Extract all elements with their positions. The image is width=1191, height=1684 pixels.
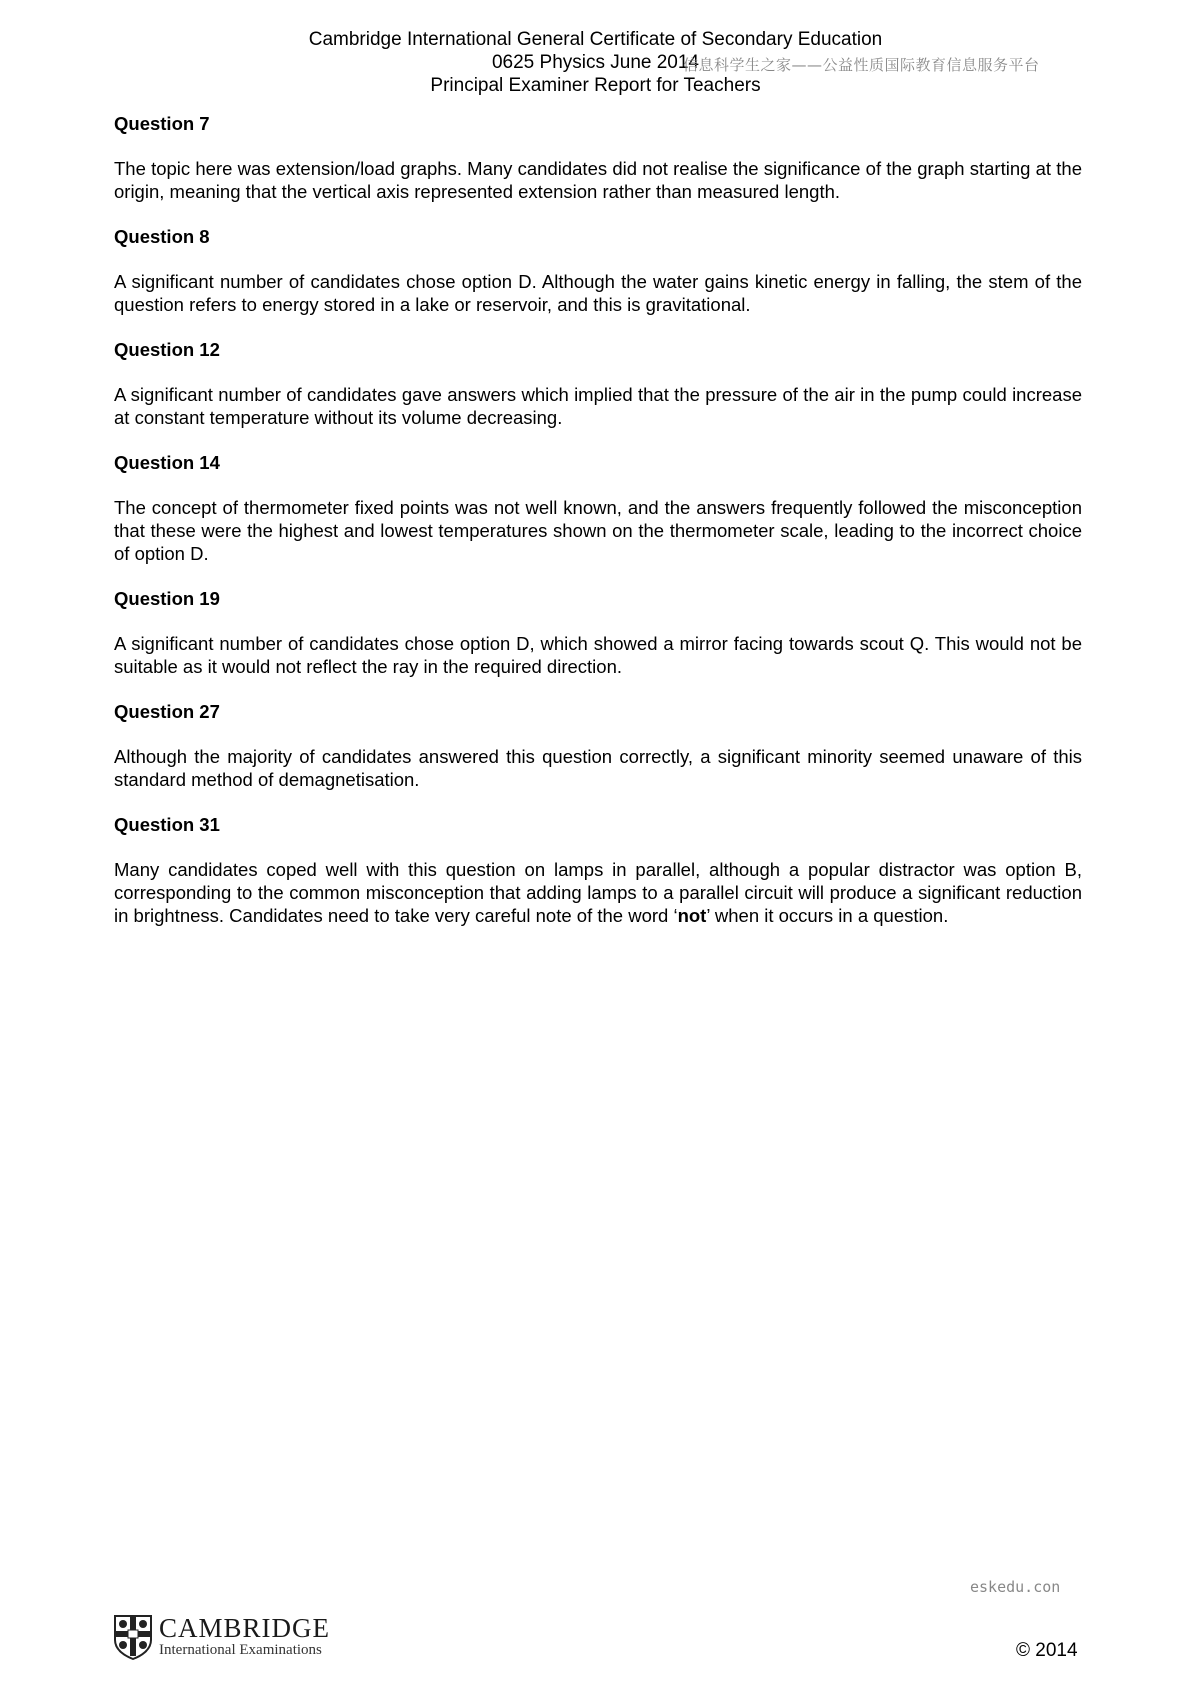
question-7-title: Question 7 — [114, 113, 210, 134]
question-31-title: Question 31 — [114, 814, 220, 835]
cambridge-logo — [113, 1614, 330, 1660]
report-content — [114, 112, 1082, 949]
question-31-body-part2: ’ when it occurs in a question. — [706, 905, 949, 926]
question-27-title: Question 27 — [114, 701, 220, 722]
question-27-body: Although the majority of candidates answered this question correctly, a significant minority seemed unaware of this standard method of demagnetisation. — [114, 746, 1082, 790]
question-12-body: A significant number of candidates gave answers which implied that the pressure of the air in the pump could increase at constant temperature without its volume decreasing. — [114, 384, 1082, 428]
header-title-line1: Cambridge International General Certificate of Secondary Education — [308, 29, 883, 50]
question-8-title: Question 8 — [114, 226, 210, 247]
question-7-body: The topic here was extension/load graphs. Many candidates did not realise the significance of the graph starting at the origin, meaning that the vertical axis represented extension rather than measured length. — [114, 158, 1082, 202]
question-31-body-emphasis: not — [677, 905, 707, 926]
logo-subtitle: International Examinations — [159, 1642, 322, 1658]
question-14-body: The concept of thermometer fixed points was not well known, and the answers frequently followed the misconception that these were the highest and lowest temperatures shown on the thermometer scale, leading to the incorrect choice of option D. — [114, 497, 1082, 564]
question-14-title: Question 14 — [114, 452, 220, 473]
header-title-line3: Principal Examiner Report for Teachers — [430, 75, 761, 96]
question-19-title: Question 19 — [114, 588, 220, 609]
question-31-body — [114, 858, 1082, 927]
question-31-body-part1: Many candidates coped well with this question on lamps in parallel, although a popular distractor was option B, corresponding to the common misconception that adding lamps to a parallel circuit will produce a significant reduction in brightness. Candidates need to take very careful note of the word ‘ — [114, 859, 1082, 926]
footer-site-watermark: eskedu.con — [970, 1578, 1061, 1596]
cambridge-shield-icon — [113, 1614, 153, 1660]
question-12-title: Question 12 — [114, 339, 220, 360]
logo-name: CAMBRIDGE — [159, 1613, 331, 1643]
header-title-line2: 0625 Physics June 2014 — [491, 52, 700, 73]
question-19-body: A significant number of candidates chose option D, which showed a mirror facing towards scout Q. This would not be suitable as it would not reflect the ray in the required direction. — [114, 633, 1082, 677]
copyright-notice: © 2014 — [1016, 1640, 1078, 1661]
question-8-body: A significant number of candidates chose option D. Although the water gains kinetic energy in falling, the stem of the question refers to energy stored in a lake or reservoir, and this is gravitational. — [114, 271, 1082, 315]
watermark-text: 信息科学生之家——公益性质国际教育信息服务平台 — [683, 56, 1040, 74]
